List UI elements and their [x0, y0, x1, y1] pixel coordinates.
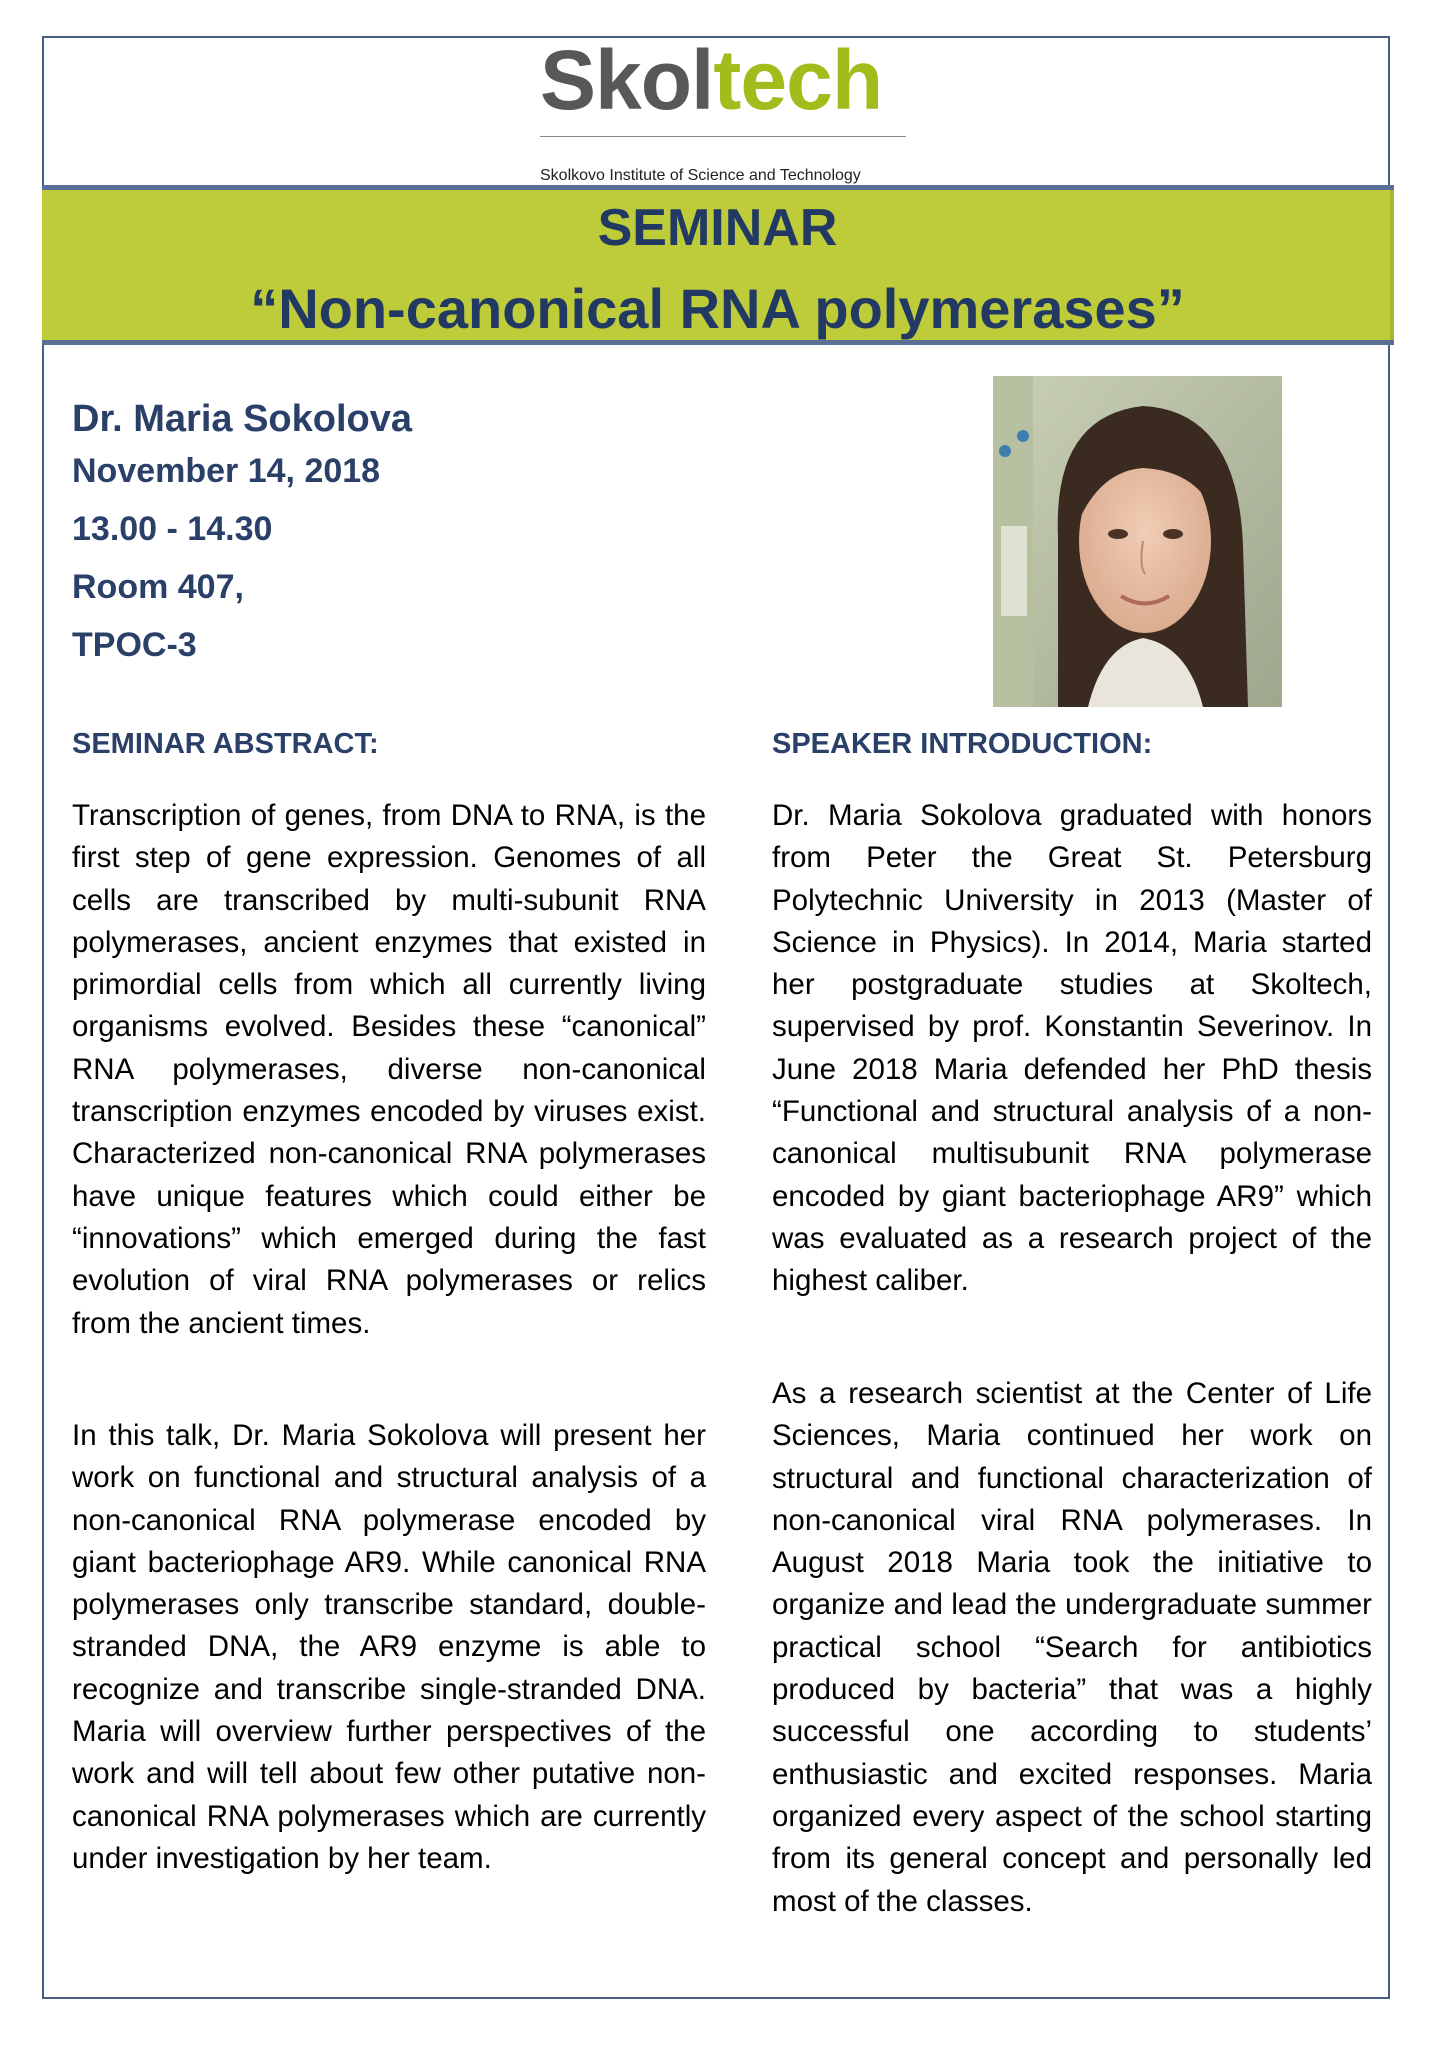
seminar-label: SEMINAR [597, 199, 838, 257]
abstract-heading: SEMINAR ABSTRACT: [72, 728, 379, 760]
skoltech-logo [540, 33, 910, 184]
seminar-date: November 14, 2018 [72, 452, 381, 490]
abstract-paragraph: In this talk, Dr. Maria Sokolova will present her work on functional and structural analysis of a non-canonical RNA polymerase encoded by giant bacteriophage AR9. While canonical RNA polymerases only transcribe standard, double-stranded DNA, the AR9 enzyme is able to recognize and transcribe single-stranded DNA. Maria will overview further perspectives of the work and will tell about few other putative non-canonical RNA polymerases which are currently under investigation by her team. [72, 1419, 706, 1875]
seminar-time: 13.00 - 14.30 [72, 510, 273, 548]
logo-word-dark: Skol [540, 33, 714, 127]
logo-word-green: tech [713, 33, 883, 127]
speaker-name: Dr. Maria Sokolova [72, 398, 413, 440]
introduction-heading: SPEAKER INTRODUCTION: [772, 728, 1153, 760]
introduction-paragraph: As a research scientist at the Center of Life Sciences, Maria continued her work on structural and functional characterization of non-canonical viral RNA polymerases. In August 2018 Maria took the initiative to organize and lead the undergraduate summer practical school “Search for antibiotics produced by bacteria” that was a highly successful one according to students’ enthusiastic and excited responses. Maria organized every aspect of the school starting from its general concept and personally led most of the classes. [772, 1377, 1372, 1918]
logo-divider [540, 136, 906, 137]
introduction-paragraph: Dr. Maria Sokolova graduated with honors from Peter the Great St. Petersburg Polytechnic University in 2013 (Master of Science in Physics). In 2014, Maria started her postgraduate studies at Skoltech, supervised by prof. Konstantin Severinov. In June 2018 Maria defended her PhD thesis “Functional and structural analysis of a non-canonical multisubunit RNA polymerase encoded by giant bacteriophage AR9” which was evaluated as a research project of the highest caliber. [772, 799, 1372, 1298]
speaker-photo [993, 376, 1282, 707]
seminar-room: Room 407, [72, 568, 244, 606]
seminar-building: TPOC-3 [72, 626, 197, 664]
abstract-paragraph: Transcription of genes, from DNA to RNA, is the first step of gene expression. Genomes of all cells are transcribed by multi-subunit RNA polymerases, ancient enzymes that existed in primordial cells from which all currently living organisms evolved. Besides these “canonical” RNA polymerases, diverse non-canonical transcription enzymes encoded by viruses exist. Characterized non-canonical RNA polymerases have unique features which could either be “innovations” which emerged during the fast evolution of viral RNA polymerases or relics from the ancient times. [72, 799, 706, 1340]
seminar-title: “Non-canonical RNA polymerases” [250, 277, 1185, 340]
logo-subtitle: Skolkovo Institute of Science and Technology [540, 167, 861, 184]
logo-wordmark [540, 33, 883, 127]
